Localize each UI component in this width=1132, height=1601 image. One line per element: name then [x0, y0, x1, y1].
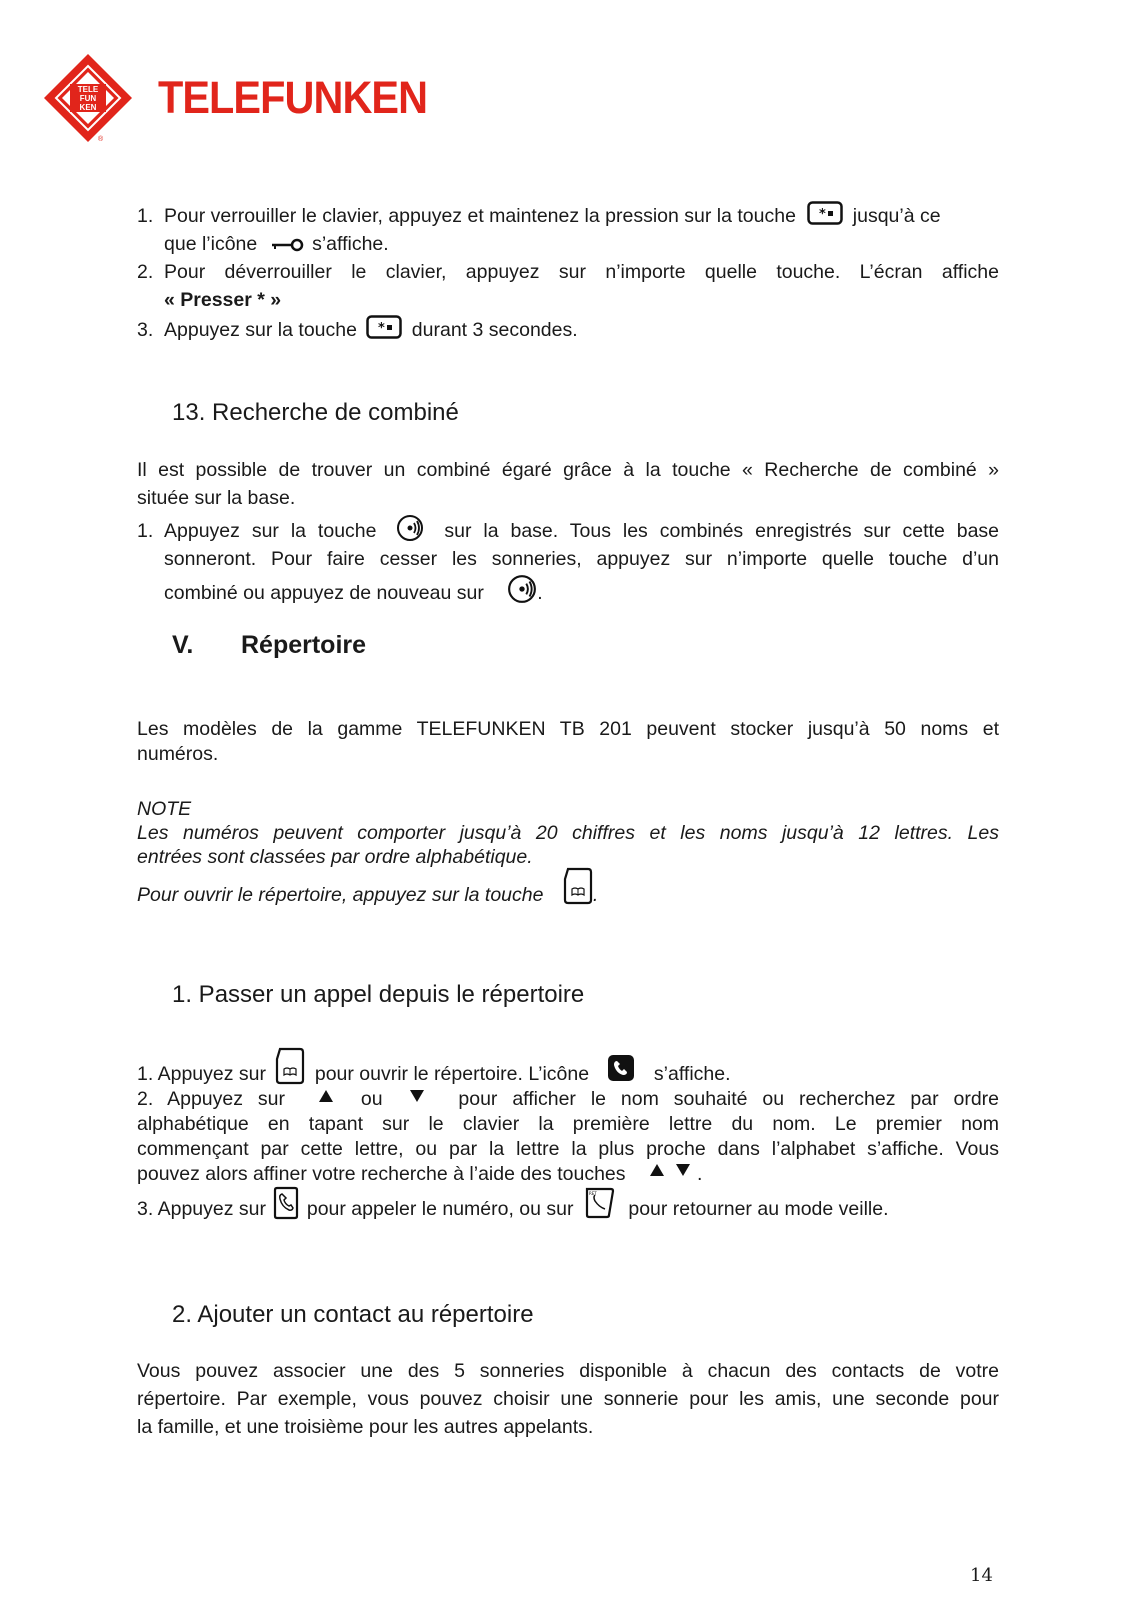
end-key-icon — [583, 1185, 615, 1219]
section-13-intro — [137, 456, 999, 512]
item-text-bold: « Presser * » — [164, 289, 282, 311]
phonebook-key-icon — [275, 1047, 305, 1085]
item-text: sur la base. Tous les combinés enregistrés sur cette base — [444, 520, 1000, 542]
svg-text:*: * — [819, 206, 827, 222]
telefunken-logo — [42, 52, 428, 144]
phonebook-screen-icon — [607, 1054, 635, 1082]
up-arrow-icon — [318, 1089, 334, 1103]
paragraph-text: pour retourner au mode veille. — [628, 1198, 889, 1220]
note-line: Pour ouvrir le répertoire, appuyez sur la touche — [137, 884, 544, 906]
brand-wordmark: TELEFUNKEN — [158, 72, 428, 123]
paragraph-line: Vous pouvez associer une des 5 sonneries disponible à chacun des contacts de votre — [137, 1360, 999, 1382]
emblem-mark: ® — [98, 136, 104, 143]
section-v-heading: Répertoire — [241, 631, 367, 659]
item-text: . — [537, 582, 543, 604]
up-arrow-icon — [649, 1163, 665, 1177]
section-13-item-1 — [137, 517, 999, 607]
item-text: sonneront. Pour faire cesser les sonneries, appuyez sur n’importe quelle touche d’un — [164, 548, 999, 570]
paragraph-text: commençant par cette lettre, ou par la lettre la plus proche dans l’alphabet s’affiche. Vous — [137, 1138, 999, 1160]
page-number: 14 — [970, 1565, 993, 1586]
keypad-item-3 — [137, 316, 999, 344]
note-line: . — [592, 884, 599, 906]
note-label: NOTE — [137, 798, 192, 820]
paragraph-line: Les modèles de la gamme TELEFUNKEN TB 201 peuvent stocker jusqu’à 50 noms et — [137, 718, 999, 740]
paragraph-line: numéros. — [137, 743, 219, 765]
down-arrow-icon — [409, 1089, 425, 1103]
item-text: s’affiche. — [312, 233, 389, 255]
paragraph-line: Il est possible de trouver un combiné égaré grâce à la touche « Recherche de combiné » — [137, 459, 999, 481]
emblem-line-1: TELE — [77, 85, 99, 94]
paragraph-text: 1. Appuyez sur — [137, 1063, 266, 1085]
paragraph-text: pouvez alors affiner votre recherche à l’aide des touches — [137, 1163, 626, 1185]
paragraph-text: pour afficher le nom souhaité ou recherchez par ordre — [458, 1088, 1000, 1110]
item-text: Pour verrouiller le clavier, appuyez et maintenez la pression sur la touche — [164, 205, 796, 227]
page-key-icon — [507, 574, 537, 604]
subsection-2-heading: 2. Ajouter un contact au répertoire — [172, 1301, 534, 1328]
page-key-icon — [396, 514, 424, 542]
subsection-2-body — [137, 1357, 999, 1441]
section-13-heading: 13. Recherche de combiné — [172, 399, 459, 426]
star-key-icon — [807, 201, 843, 227]
item-text: Appuyez sur la touche — [164, 319, 357, 341]
svg-text:*: * — [378, 320, 386, 336]
item-text: jusqu’à ce — [852, 205, 941, 227]
paragraph-text: 3. Appuyez sur — [137, 1198, 266, 1220]
item-text: Pour déverrouiller le clavier, appuyez sur n’importe quelle touche. L’écran affiche — [164, 261, 999, 283]
talk-key-icon — [273, 1186, 299, 1220]
subsection-1-body — [137, 1062, 999, 1222]
note-line: Les numéros peuvent comporter jusqu’à 20 chiffres et les noms jusqu’à 12 lettres. Les — [137, 822, 999, 844]
item-text: que l’icône — [164, 233, 258, 255]
down-arrow-icon — [675, 1163, 691, 1177]
paragraph-line: la famille, et une troisième pour les autres appelants. — [137, 1416, 594, 1438]
paragraph-text: s’affiche. — [653, 1063, 731, 1085]
item-text: durant 3 secondes. — [411, 319, 578, 341]
keypad-item-2 — [137, 258, 999, 314]
paragraph-text: . — [696, 1163, 703, 1185]
emblem-line-3: KEN — [79, 103, 97, 112]
list-number: 1. — [137, 520, 154, 542]
list-number: 3. — [137, 319, 154, 341]
paragraph-text: 2. Appuyez sur — [137, 1088, 285, 1110]
item-text: Appuyez sur la touche — [164, 520, 377, 542]
paragraph-text: alphabétique en tapant sur le clavier la première lettre du nom. Le premier nom — [137, 1113, 999, 1135]
list-number: 2. — [137, 261, 154, 283]
paragraph-text: pour ouvrir le répertoire. L’icône — [314, 1063, 590, 1085]
paragraph-line: située sur la base. — [137, 487, 296, 509]
key-lock-icon — [271, 237, 305, 253]
phonebook-key-icon — [563, 867, 593, 905]
svg-text:RET: RET — [588, 1190, 597, 1196]
emblem-line-2: FUN — [79, 94, 97, 103]
subsection-1-heading: 1. Passer un appel depuis le répertoire — [172, 981, 585, 1008]
star-key-icon — [366, 315, 402, 341]
telefunken-emblem-icon — [42, 52, 134, 144]
list-number: 1. — [137, 205, 154, 227]
paragraph-line: répertoire. Par exemple, vous pouvez choisir une sonnerie pour les amis, une seconde pour — [137, 1388, 999, 1410]
section-v-intro — [137, 717, 999, 767]
section-v-numeral: V. — [172, 631, 194, 659]
paragraph-text: pour appeler le numéro, ou sur — [306, 1198, 574, 1220]
keypad-item-1 — [137, 202, 999, 258]
note-line: entrées sont classées par ordre alphabétique. — [137, 846, 533, 868]
paragraph-text: ou — [360, 1088, 383, 1110]
item-text: combiné ou appuyez de nouveau sur — [164, 582, 484, 604]
note-block — [137, 797, 999, 907]
